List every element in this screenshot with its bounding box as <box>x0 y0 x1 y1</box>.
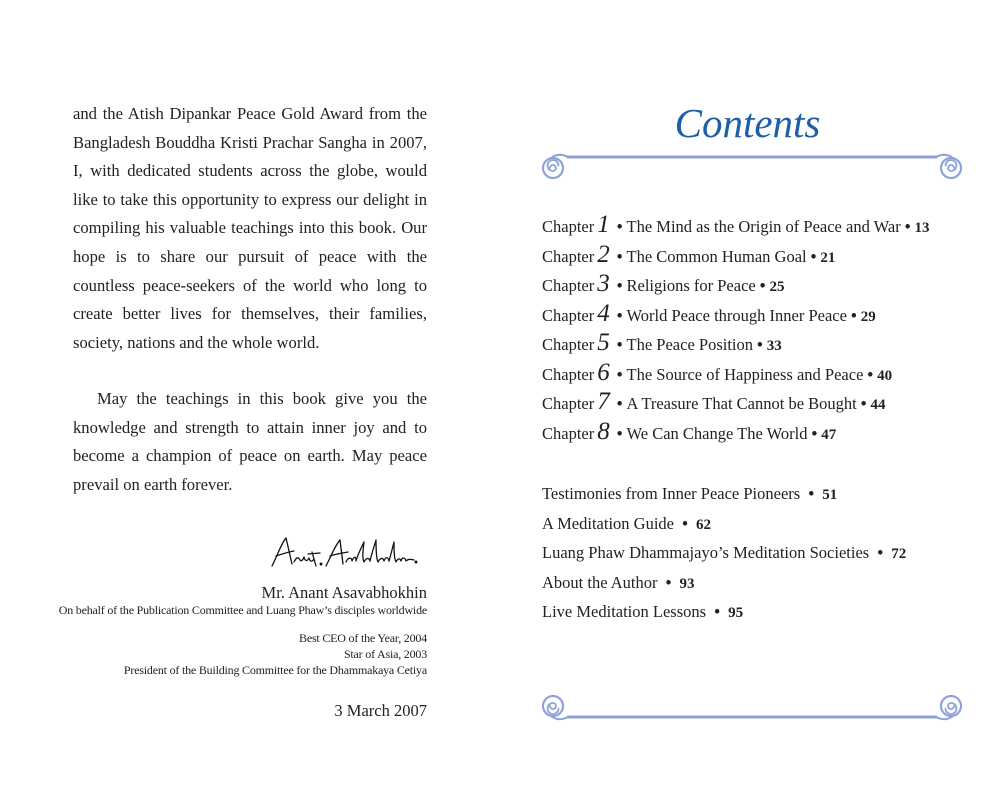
page-number: 29 <box>860 308 876 325</box>
chapter-word: Chapter <box>542 394 595 413</box>
section-title: Luang Phaw Dhammajayo’s Meditation Societies <box>542 543 870 563</box>
contents-title: Contents <box>674 100 821 146</box>
bullet: • <box>616 217 623 236</box>
page-number: 95 <box>728 605 744 622</box>
chapter-number: 4 <box>597 299 610 327</box>
chapter-number: 6 <box>597 358 610 386</box>
page-number: 51 <box>822 487 838 503</box>
section-entry[interactable] <box>542 573 906 603</box>
chapter-word: Chapter <box>542 217 595 236</box>
section-title: Live Meditation Lessons <box>542 602 707 622</box>
chapter-list <box>542 211 930 451</box>
signature-image <box>268 532 420 572</box>
chapter-entry[interactable] <box>542 417 930 452</box>
chapter-word: Chapter <box>542 364 595 384</box>
page-number: 40 <box>877 367 893 384</box>
letter-date: 3 March 2007 <box>334 701 427 720</box>
signer-titles <box>124 631 427 678</box>
section-title: A Meditation Guide <box>542 513 674 533</box>
chapter-number: 5 <box>597 329 610 356</box>
chapter-number: 3 <box>597 270 610 297</box>
chapter-word: Chapter <box>542 305 595 325</box>
bullet: • <box>759 276 766 295</box>
signer-title-line: Best CEO of the Year, 2004 <box>299 631 427 645</box>
bullet: • <box>860 394 867 413</box>
right-page <box>500 0 1000 810</box>
bullet: • <box>616 423 623 443</box>
bullet: • <box>904 217 911 236</box>
signer-name: Mr. Anant Asavabhokhin <box>261 583 427 602</box>
scroll-ornament <box>540 150 964 184</box>
chapter-title: The Mind as the Origin of Peace and War <box>626 217 901 236</box>
section-title: About the Author <box>542 572 658 592</box>
bullet: • <box>810 246 817 266</box>
page-number: 13 <box>914 220 930 236</box>
extra-sections-list <box>542 484 906 632</box>
chapter-number: 2 <box>597 240 610 268</box>
bullet: • <box>877 543 884 563</box>
chapter-word: Chapter <box>542 246 595 266</box>
page-number: 21 <box>820 249 836 266</box>
bullet: • <box>616 364 623 384</box>
chapter-word: Chapter <box>542 335 595 354</box>
bullet: • <box>665 572 672 592</box>
body-paragraph: May the teachings in this book give you the knowledge and strength to attain inner joy and to become a champion of peace on earth. May peace prevail on earth forever. <box>73 389 427 494</box>
bullet: • <box>757 335 763 354</box>
chapter-title: The Source of Happiness and Peace <box>626 364 864 384</box>
section-entry[interactable] <box>542 484 906 514</box>
bullet: • <box>616 335 623 354</box>
chapter-title: The Common Human Goal <box>626 246 807 266</box>
signer-role: On behalf of the Publication Committee and Luang Phaw’s disciples worldwide <box>58 603 427 617</box>
chapter-number: 7 <box>597 388 610 415</box>
bullet: • <box>682 513 688 533</box>
bullet: • <box>808 484 815 503</box>
chapter-title: The Peace Position <box>626 335 753 354</box>
bullet: • <box>616 246 623 266</box>
bullet: • <box>867 364 874 384</box>
section-title: Testimonies from Inner Peace Pioneers <box>542 484 801 503</box>
chapter-number: 8 <box>597 417 610 445</box>
page-number: 93 <box>679 575 695 592</box>
chapter-word: Chapter <box>542 276 595 295</box>
page-number: 25 <box>769 279 785 295</box>
chapter-title: Religions for Peace <box>626 276 756 295</box>
signer-title-line: Star of Asia, 2003 <box>343 646 427 661</box>
chapter-number: 1 <box>597 211 610 238</box>
page-number: 72 <box>891 546 907 563</box>
chapter-title: We Can Change The World <box>626 423 808 443</box>
bullet: • <box>811 423 818 443</box>
page-number: 44 <box>870 397 886 413</box>
section-entry[interactable] <box>542 543 906 573</box>
page-number: 62 <box>696 516 712 533</box>
page-number: 33 <box>766 338 782 354</box>
bullet: • <box>616 394 623 413</box>
scroll-ornament <box>540 690 964 724</box>
section-entry[interactable] <box>542 514 906 544</box>
bullet: • <box>850 305 857 325</box>
chapter-title: World Peace through Inner Peace <box>626 305 847 325</box>
bullet: • <box>616 276 623 295</box>
body-paragraph: and the Atish Dipankar Peace Gold Award from the Bangladesh Bouddha Kristi Prachar Sangha in 2007, I, with dedicated students across the globe, would like to take this opportunity to express our delight in compiling his valuable teachings into this book. Our hope is to share our pursuit of peace with the countless peace-seekers of the world who long to create better lives for themselves, their families, society, nations and the whole world. <box>73 104 427 352</box>
page-number: 47 <box>821 426 837 443</box>
bullet: • <box>616 305 623 325</box>
signer-title-line: President of the Building Committee for the Dhammakaya Cetiya <box>123 662 427 677</box>
bullet: • <box>714 602 720 622</box>
chapter-word: Chapter <box>542 423 595 443</box>
chapter-title: A Treasure That Cannot be Bought <box>626 394 857 413</box>
section-entry[interactable] <box>542 602 906 632</box>
